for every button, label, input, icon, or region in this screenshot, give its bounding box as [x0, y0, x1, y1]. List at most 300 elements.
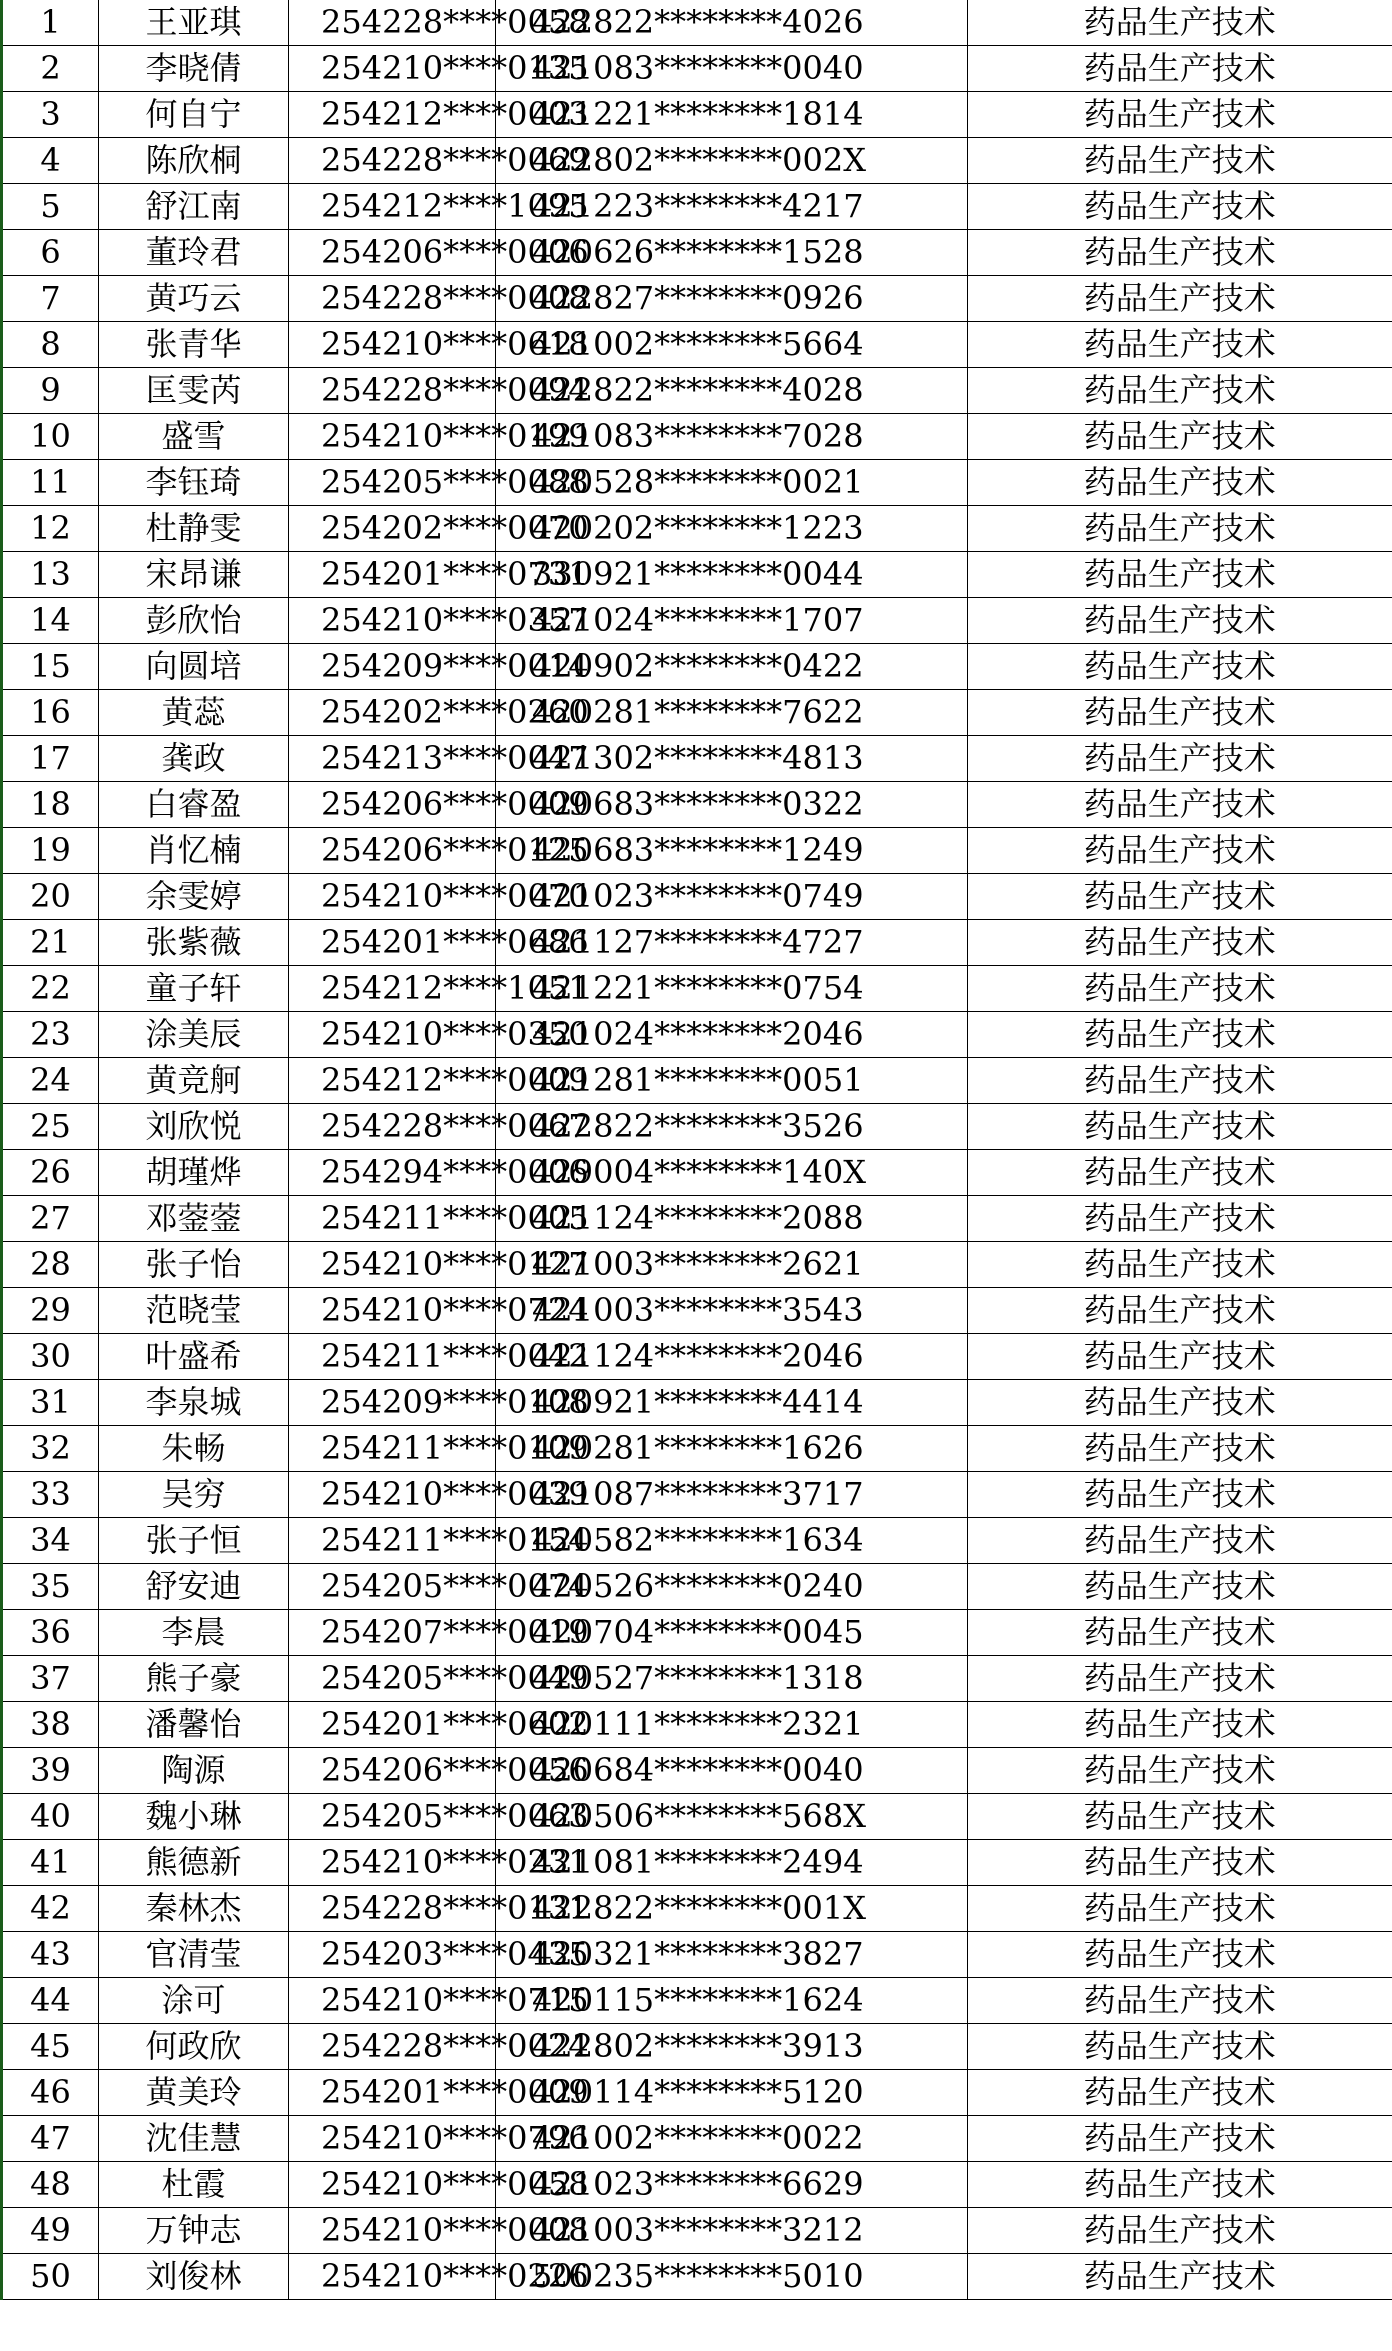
major-cell: 药品生产技术 [968, 2254, 1392, 2300]
student-name-cell: 龚政 [99, 736, 289, 782]
table-row [2, 1288, 1392, 1334]
row-number-cell: 23 [2, 1012, 99, 1058]
major-cell: 药品生产技术 [968, 1794, 1392, 1840]
exam-number-cell: 254211****0042 [289, 1334, 496, 1380]
major-cell: 药品生产技术 [968, 1564, 1392, 1610]
major-cell: 药品生产技术 [968, 1748, 1392, 1794]
student-name-cell: 叶盛希 [99, 1334, 289, 1380]
id-number-cell: 420683********0322 [496, 782, 968, 828]
row-number-cell: 24 [2, 1058, 99, 1104]
id-number-cell: 420921********4414 [496, 1380, 968, 1426]
student-name-cell: 黄巧云 [99, 276, 289, 322]
table-row [2, 230, 1392, 276]
row-number-cell: 49 [2, 2208, 99, 2254]
student-name-cell: 陈欣桐 [99, 138, 289, 184]
exam-number-cell: 254210****0724 [289, 1288, 496, 1334]
exam-number-cell: 254212****0003 [289, 92, 496, 138]
student-name-cell: 刘欣悦 [99, 1104, 289, 1150]
table-row [2, 2070, 1392, 2116]
student-name-cell: 涂可 [99, 1978, 289, 2024]
id-number-cell: 421124********2046 [496, 1334, 968, 1380]
exam-number-cell: 254213****0047 [289, 736, 496, 782]
major-cell: 药品生产技术 [968, 1242, 1392, 1288]
student-name-cell: 余雯婷 [99, 874, 289, 920]
row-number-cell: 12 [2, 506, 99, 552]
exam-number-cell: 254210****0058 [289, 2162, 496, 2208]
table-row [2, 1610, 1392, 1656]
exam-number-cell: 254210****0357 [289, 598, 496, 644]
id-number-cell: 421024********1707 [496, 598, 968, 644]
exam-number-cell: 254209****0108 [289, 1380, 496, 1426]
id-number-cell: 421081********2494 [496, 1840, 968, 1886]
table-row [2, 782, 1392, 828]
student-name-cell: 李晓倩 [99, 46, 289, 92]
row-number-cell: 28 [2, 1242, 99, 1288]
student-name-cell: 黄蕊 [99, 690, 289, 736]
id-number-cell: 421024********2046 [496, 1012, 968, 1058]
student-name-cell: 熊德新 [99, 1840, 289, 1886]
table-row [2, 598, 1392, 644]
table-row [2, 184, 1392, 230]
row-number-cell: 5 [2, 184, 99, 230]
exam-number-cell: 254210****0226 [289, 2254, 496, 2300]
table-row [2, 1104, 1392, 1150]
student-name-cell: 张子恒 [99, 1518, 289, 1564]
id-number-cell: 500235********5010 [496, 2254, 968, 2300]
exam-number-cell: 254210****0135 [289, 46, 496, 92]
major-cell: 药品生产技术 [968, 1472, 1392, 1518]
major-cell: 药品生产技术 [968, 920, 1392, 966]
table-row [2, 920, 1392, 966]
major-cell: 药品生产技术 [968, 138, 1392, 184]
major-cell: 药品生产技术 [968, 552, 1392, 598]
id-number-cell: 420115********1624 [496, 1978, 968, 2024]
row-number-cell: 27 [2, 1196, 99, 1242]
id-number-cell: 421302********4813 [496, 736, 968, 782]
row-number-cell: 10 [2, 414, 99, 460]
row-number-cell: 22 [2, 966, 99, 1012]
student-name-cell: 李泉城 [99, 1380, 289, 1426]
student-name-cell: 李钰琦 [99, 460, 289, 506]
row-number-cell: 36 [2, 1610, 99, 1656]
major-cell: 药品生产技术 [968, 1334, 1392, 1380]
exam-number-cell: 254201****0602 [289, 1702, 496, 1748]
student-name-cell: 肖忆楠 [99, 828, 289, 874]
id-number-cell: 420626********1528 [496, 230, 968, 276]
table-row [2, 966, 1392, 1012]
student-name-cell: 杜静雯 [99, 506, 289, 552]
exam-number-cell: 254205****0063 [289, 1794, 496, 1840]
id-number-cell: 330921********0044 [496, 552, 968, 598]
exam-number-cell: 254210****0127 [289, 1242, 496, 1288]
id-number-cell: 421083********7028 [496, 414, 968, 460]
exam-number-cell: 254210****0350 [289, 1012, 496, 1058]
student-name-cell: 董玲君 [99, 230, 289, 276]
id-number-cell: 421003********3212 [496, 2208, 968, 2254]
exam-number-cell: 254210****0070 [289, 874, 496, 920]
table-row [2, 1426, 1392, 1472]
row-number-cell: 17 [2, 736, 99, 782]
table-row [2, 2208, 1392, 2254]
row-number-cell: 19 [2, 828, 99, 874]
row-number-cell: 43 [2, 1932, 99, 1978]
table-row [2, 138, 1392, 184]
row-number-cell: 13 [2, 552, 99, 598]
row-number-cell: 9 [2, 368, 99, 414]
major-cell: 药品生产技术 [968, 1104, 1392, 1150]
major-cell: 药品生产技术 [968, 1886, 1392, 1932]
id-number-cell: 420526********0240 [496, 1564, 968, 1610]
major-cell: 药品生产技术 [968, 276, 1392, 322]
id-number-cell: 420527********1318 [496, 1656, 968, 1702]
id-number-cell: 421023********0749 [496, 874, 968, 920]
table-row [2, 1334, 1392, 1380]
exam-number-cell: 254207****0019 [289, 1610, 496, 1656]
major-cell: 药品生产技术 [968, 1610, 1392, 1656]
id-number-cell: 420281********1626 [496, 1426, 968, 1472]
table-row [2, 1058, 1392, 1104]
table-row [2, 46, 1392, 92]
exam-number-cell: 254228****0094 [289, 368, 496, 414]
row-number-cell: 18 [2, 782, 99, 828]
table-row [2, 1518, 1392, 1564]
id-number-cell: 422827********0926 [496, 276, 968, 322]
major-cell: 药品生产技术 [968, 1426, 1392, 1472]
student-name-cell: 彭欣怡 [99, 598, 289, 644]
exam-number-cell: 254228****0131 [289, 1886, 496, 1932]
table-row [2, 322, 1392, 368]
table-row [2, 368, 1392, 414]
exam-number-cell: 254228****0058 [289, 0, 496, 46]
major-cell: 药品生产技术 [968, 2208, 1392, 2254]
student-name-cell: 张青华 [99, 322, 289, 368]
student-name-cell: 舒江南 [99, 184, 289, 230]
id-number-cell: 421023********6629 [496, 2162, 968, 2208]
major-cell: 药品生产技术 [968, 368, 1392, 414]
major-cell: 药品生产技术 [968, 506, 1392, 552]
student-name-cell: 张子怡 [99, 1242, 289, 1288]
table-row [2, 506, 1392, 552]
table-row [2, 644, 1392, 690]
exam-number-cell: 254211****0005 [289, 1196, 496, 1242]
table-row [2, 1932, 1392, 1978]
row-number-cell: 8 [2, 322, 99, 368]
exam-number-cell: 254209****0014 [289, 644, 496, 690]
major-cell: 药品生产技术 [968, 1150, 1392, 1196]
row-number-cell: 38 [2, 1702, 99, 1748]
id-number-cell: 422822********3526 [496, 1104, 968, 1150]
student-name-cell: 匡雯芮 [99, 368, 289, 414]
major-cell: 药品生产技术 [968, 2070, 1392, 2116]
student-name-cell: 杜霞 [99, 2162, 289, 2208]
row-number-cell: 40 [2, 1794, 99, 1840]
major-cell: 药品生产技术 [968, 874, 1392, 920]
id-number-cell: 421281********0051 [496, 1058, 968, 1104]
table-row [2, 2162, 1392, 2208]
student-name-cell: 何自宁 [99, 92, 289, 138]
student-name-cell: 熊子豪 [99, 1656, 289, 1702]
row-number-cell: 45 [2, 2024, 99, 2070]
row-number-cell: 37 [2, 1656, 99, 1702]
table-row [2, 828, 1392, 874]
major-cell: 药品生产技术 [968, 2024, 1392, 2070]
major-cell: 药品生产技术 [968, 1702, 1392, 1748]
table-row [2, 1150, 1392, 1196]
student-name-cell: 童子轩 [99, 966, 289, 1012]
table-row [2, 552, 1392, 598]
major-cell: 药品生产技术 [968, 1012, 1392, 1058]
table-row [2, 1794, 1392, 1840]
id-number-cell: 420111********2321 [496, 1702, 968, 1748]
exam-number-cell: 254201****0731 [289, 552, 496, 598]
row-number-cell: 44 [2, 1978, 99, 2024]
major-cell: 药品生产技术 [968, 966, 1392, 1012]
row-number-cell: 50 [2, 2254, 99, 2300]
id-number-cell: 421003********3543 [496, 1288, 968, 1334]
table-row [2, 2254, 1392, 2300]
row-number-cell: 20 [2, 874, 99, 920]
id-number-cell: 422822********4026 [496, 0, 968, 46]
exam-number-cell: 254205****0049 [289, 1656, 496, 1702]
student-name-cell: 黄美玲 [99, 2070, 289, 2116]
table-row [2, 0, 1392, 46]
exam-number-cell: 254211****0154 [289, 1518, 496, 1564]
roster-table-body [2, 0, 1392, 2300]
student-name-cell: 潘馨怡 [99, 1702, 289, 1748]
student-name-cell: 黄竞舸 [99, 1058, 289, 1104]
major-cell: 药品生产技术 [968, 1380, 1392, 1426]
table-row [2, 460, 1392, 506]
major-cell: 药品生产技术 [968, 782, 1392, 828]
id-number-cell: 420582********1634 [496, 1518, 968, 1564]
major-cell: 药品生产技术 [968, 1288, 1392, 1334]
major-cell: 药品生产技术 [968, 230, 1392, 276]
student-name-cell: 刘俊林 [99, 2254, 289, 2300]
id-number-cell: 421087********3717 [496, 1472, 968, 1518]
id-number-cell: 420684********0040 [496, 1748, 968, 1794]
student-name-cell: 万钟志 [99, 2208, 289, 2254]
student-name-cell: 向圆培 [99, 644, 289, 690]
table-row [2, 1840, 1392, 1886]
id-number-cell: 422802********002X [496, 138, 968, 184]
exam-number-cell: 254212****0009 [289, 1058, 496, 1104]
major-cell: 药品生产技术 [968, 0, 1392, 46]
exam-number-cell: 254206****0009 [289, 782, 496, 828]
table-row [2, 1196, 1392, 1242]
id-number-cell: 420683********1249 [496, 828, 968, 874]
student-name-cell: 涂美辰 [99, 1012, 289, 1058]
table-row [2, 92, 1392, 138]
exam-number-cell: 254228****0024 [289, 2024, 496, 2070]
major-cell: 药品生产技术 [968, 644, 1392, 690]
table-row [2, 1380, 1392, 1426]
id-number-cell: 421221********1814 [496, 92, 968, 138]
exam-number-cell: 254202****0260 [289, 690, 496, 736]
exam-number-cell: 254210****0008 [289, 2208, 496, 2254]
row-number-cell: 11 [2, 460, 99, 506]
major-cell: 药品生产技术 [968, 598, 1392, 644]
exam-number-cell: 254228****0069 [289, 138, 496, 184]
table-row [2, 1978, 1392, 2024]
major-cell: 药品生产技术 [968, 460, 1392, 506]
major-cell: 药品生产技术 [968, 1196, 1392, 1242]
exam-number-cell: 254210****0715 [289, 1978, 496, 2024]
table-row [2, 690, 1392, 736]
student-name-cell: 陶源 [99, 1748, 289, 1794]
exam-number-cell: 254201****0686 [289, 920, 496, 966]
exam-number-cell: 254210****0199 [289, 414, 496, 460]
row-number-cell: 35 [2, 1564, 99, 1610]
id-number-cell: 421083********0040 [496, 46, 968, 92]
row-number-cell: 1 [2, 0, 99, 46]
row-number-cell: 14 [2, 598, 99, 644]
row-number-cell: 29 [2, 1288, 99, 1334]
id-number-cell: 420704********0045 [496, 1610, 968, 1656]
id-number-cell: 420506********568X [496, 1794, 968, 1840]
exam-number-cell: 254210****0618 [289, 322, 496, 368]
exam-number-cell: 254210****0039 [289, 1472, 496, 1518]
row-number-cell: 2 [2, 46, 99, 92]
student-name-cell: 宋昂谦 [99, 552, 289, 598]
row-number-cell: 4 [2, 138, 99, 184]
exam-number-cell: 254212****1095 [289, 184, 496, 230]
row-number-cell: 26 [2, 1150, 99, 1196]
id-number-cell: 420902********0422 [496, 644, 968, 690]
major-cell: 药品生产技术 [968, 46, 1392, 92]
row-number-cell: 33 [2, 1472, 99, 1518]
exam-number-cell: 254294****0006 [289, 1150, 496, 1196]
id-number-cell: 421124********2088 [496, 1196, 968, 1242]
exam-number-cell: 254201****0009 [289, 2070, 496, 2116]
table-row [2, 1656, 1392, 1702]
table-row [2, 414, 1392, 460]
major-cell: 药品生产技术 [968, 184, 1392, 230]
row-number-cell: 3 [2, 92, 99, 138]
table-row [2, 1886, 1392, 1932]
id-number-cell: 422802********3913 [496, 2024, 968, 2070]
student-name-cell: 李晨 [99, 1610, 289, 1656]
student-name-cell: 吴穷 [99, 1472, 289, 1518]
table-row [2, 1472, 1392, 1518]
major-cell: 药品生产技术 [968, 736, 1392, 782]
row-number-cell: 34 [2, 1518, 99, 1564]
student-name-cell: 邓蓥蓥 [99, 1196, 289, 1242]
student-name-cell: 王亚琪 [99, 0, 289, 46]
exam-number-cell: 254212****1051 [289, 966, 496, 1012]
row-number-cell: 6 [2, 230, 99, 276]
major-cell: 药品生产技术 [968, 322, 1392, 368]
exam-number-cell: 254211****0109 [289, 1426, 496, 1472]
row-number-cell: 7 [2, 276, 99, 322]
row-number-cell: 15 [2, 644, 99, 690]
exam-number-cell: 254203****0435 [289, 1932, 496, 1978]
student-name-cell: 朱畅 [99, 1426, 289, 1472]
row-number-cell: 25 [2, 1104, 99, 1150]
student-name-cell: 何政欣 [99, 2024, 289, 2070]
id-number-cell: 429004********140X [496, 1150, 968, 1196]
major-cell: 药品生产技术 [968, 1518, 1392, 1564]
student-name-cell: 魏小琳 [99, 1794, 289, 1840]
major-cell: 药品生产技术 [968, 828, 1392, 874]
row-number-cell: 46 [2, 2070, 99, 2116]
id-number-cell: 420528********0021 [496, 460, 968, 506]
student-name-cell: 白睿盈 [99, 782, 289, 828]
id-number-cell: 421127********4727 [496, 920, 968, 966]
table-row [2, 1242, 1392, 1288]
table-row [2, 276, 1392, 322]
student-name-cell: 胡瑾烨 [99, 1150, 289, 1196]
major-cell: 药品生产技术 [968, 414, 1392, 460]
row-number-cell: 32 [2, 1426, 99, 1472]
row-number-cell: 47 [2, 2116, 99, 2162]
row-number-cell: 21 [2, 920, 99, 966]
student-name-cell: 沈佳慧 [99, 2116, 289, 2162]
student-name-cell: 官清莹 [99, 1932, 289, 1978]
table-row [2, 1748, 1392, 1794]
student-name-cell: 张紫薇 [99, 920, 289, 966]
exam-number-cell: 254228****0067 [289, 1104, 496, 1150]
row-number-cell: 31 [2, 1380, 99, 1426]
table-row [2, 2116, 1392, 2162]
id-number-cell: 421002********0022 [496, 2116, 968, 2162]
row-number-cell: 30 [2, 1334, 99, 1380]
table-row [2, 874, 1392, 920]
major-cell: 药品生产技术 [968, 1656, 1392, 1702]
student-name-cell: 范晓莹 [99, 1288, 289, 1334]
row-number-cell: 48 [2, 2162, 99, 2208]
major-cell: 药品生产技术 [968, 2116, 1392, 2162]
row-number-cell: 16 [2, 690, 99, 736]
exam-number-cell: 254210****0231 [289, 1840, 496, 1886]
major-cell: 药品生产技术 [968, 690, 1392, 736]
id-number-cell: 421221********0754 [496, 966, 968, 1012]
student-name-cell: 盛雪 [99, 414, 289, 460]
table-row [2, 1012, 1392, 1058]
major-cell: 药品生产技术 [968, 1058, 1392, 1104]
exam-number-cell: 254206****0056 [289, 1748, 496, 1794]
exam-number-cell: 254202****0070 [289, 506, 496, 552]
table-row [2, 1702, 1392, 1748]
exam-number-cell: 254228****0008 [289, 276, 496, 322]
id-number-cell: 420281********7622 [496, 690, 968, 736]
major-cell: 药品生产技术 [968, 1978, 1392, 2024]
exam-number-cell: 254205****0088 [289, 460, 496, 506]
major-cell: 药品生产技术 [968, 1932, 1392, 1978]
student-name-cell: 秦林杰 [99, 1886, 289, 1932]
id-number-cell: 422822********001X [496, 1886, 968, 1932]
id-number-cell: 420202********1223 [496, 506, 968, 552]
row-number-cell: 41 [2, 1840, 99, 1886]
table-row [2, 736, 1392, 782]
id-number-cell: 421223********4217 [496, 184, 968, 230]
row-number-cell: 42 [2, 1886, 99, 1932]
major-cell: 药品生产技术 [968, 1840, 1392, 1886]
major-cell: 药品生产技术 [968, 92, 1392, 138]
id-number-cell: 421002********5664 [496, 322, 968, 368]
exam-number-cell: 254206****0006 [289, 230, 496, 276]
row-number-cell: 39 [2, 1748, 99, 1794]
exam-number-cell: 254206****0125 [289, 828, 496, 874]
exam-number-cell: 254205****0074 [289, 1564, 496, 1610]
id-number-cell: 422822********4028 [496, 368, 968, 414]
id-number-cell: 420321********3827 [496, 1932, 968, 1978]
exam-number-cell: 254210****0796 [289, 2116, 496, 2162]
id-number-cell: 421003********2621 [496, 1242, 968, 1288]
id-number-cell: 420114********5120 [496, 2070, 968, 2116]
major-cell: 药品生产技术 [968, 2162, 1392, 2208]
table-row [2, 1564, 1392, 1610]
table-row [2, 2024, 1392, 2070]
